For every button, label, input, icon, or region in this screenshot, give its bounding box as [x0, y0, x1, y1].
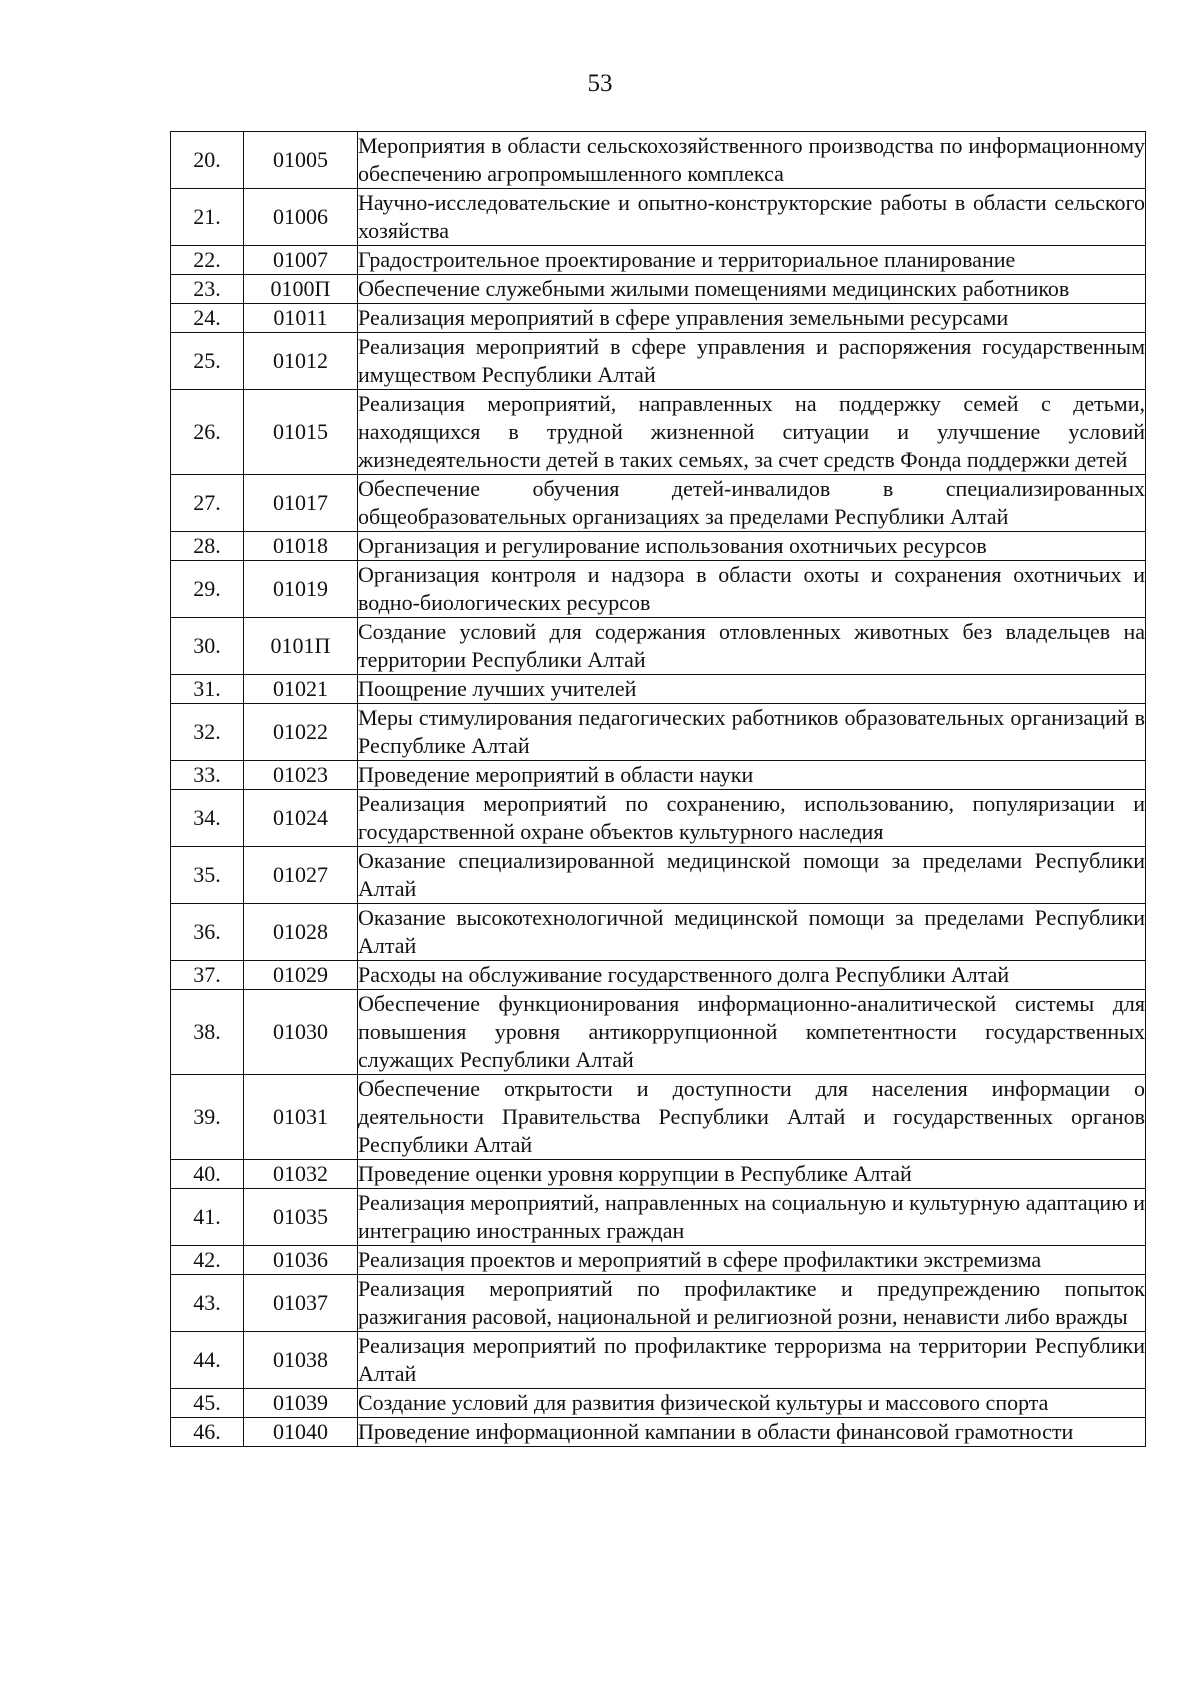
expenditure-table — [170, 131, 1146, 1447]
table-row — [171, 246, 1146, 275]
code-cell: 01027 — [244, 847, 358, 904]
description-cell: Реализация мероприятий по сохранению, использованию, популяризации и государственной охране объектов культурного наследия — [358, 790, 1146, 847]
code-cell: 01030 — [244, 990, 358, 1075]
code-cell: 01039 — [244, 1389, 358, 1418]
row-number-cell: 36. — [171, 904, 244, 961]
code-cell: 01006 — [244, 189, 358, 246]
table-row — [171, 1189, 1146, 1246]
description-cell: Реализация мероприятий, направленных на поддержку семей с детьми, находящихся в трудной жизненной ситуации и улучшение условий жизнедеятельности детей в таких семьях, за счет средств Фонда поддержки детей — [358, 390, 1146, 475]
code-cell: 01021 — [244, 675, 358, 704]
description-cell: Проведение оценки уровня коррупции в Республике Алтай — [358, 1160, 1146, 1189]
code-cell: 01017 — [244, 475, 358, 532]
table-row — [171, 1075, 1146, 1160]
row-number-cell: 45. — [171, 1389, 244, 1418]
description-cell: Обеспечение обучения детей-инвалидов в специализированных общеобразовательных организациях за пределами Республики Алтай — [358, 475, 1146, 532]
row-number-cell: 22. — [171, 246, 244, 275]
row-number-cell: 31. — [171, 675, 244, 704]
row-number-cell: 26. — [171, 390, 244, 475]
code-cell: 01037 — [244, 1275, 358, 1332]
code-cell: 01018 — [244, 532, 358, 561]
table-row — [171, 961, 1146, 990]
description-cell: Проведение мероприятий в области науки — [358, 761, 1146, 790]
row-number-cell: 41. — [171, 1189, 244, 1246]
row-number-cell: 34. — [171, 790, 244, 847]
row-number-cell: 27. — [171, 475, 244, 532]
row-number-cell: 39. — [171, 1075, 244, 1160]
code-cell: 01012 — [244, 333, 358, 390]
table-row — [171, 990, 1146, 1075]
row-number-cell: 30. — [171, 618, 244, 675]
description-cell: Оказание высокотехнологичной медицинской помощи за пределами Республики Алтай — [358, 904, 1146, 961]
description-cell: Обеспечение открытости и доступности для населения информации о деятельности Правительства Республики Алтай и государственных органов Республики Алтай — [358, 1075, 1146, 1160]
code-cell: 01011 — [244, 304, 358, 333]
code-cell: 01023 — [244, 761, 358, 790]
table-row — [171, 904, 1146, 961]
table-row — [171, 189, 1146, 246]
code-cell: 01028 — [244, 904, 358, 961]
description-cell: Расходы на обслуживание государственного долга Республики Алтай — [358, 961, 1146, 990]
description-cell: Создание условий для развития физической культуры и массового спорта — [358, 1389, 1146, 1418]
description-cell: Реализация мероприятий в сфере управления и распоряжения государственным имуществом Республики Алтай — [358, 333, 1146, 390]
row-number-cell: 42. — [171, 1246, 244, 1275]
description-cell: Обеспечение служебными жилыми помещениями медицинских работников — [358, 275, 1146, 304]
table-row — [171, 847, 1146, 904]
table-row — [171, 1275, 1146, 1332]
table-row — [171, 333, 1146, 390]
row-number-cell: 28. — [171, 532, 244, 561]
table-row — [171, 1389, 1146, 1418]
row-number-cell: 32. — [171, 704, 244, 761]
code-cell: 01036 — [244, 1246, 358, 1275]
code-cell: 01022 — [244, 704, 358, 761]
description-cell: Реализация мероприятий, направленных на социальную и культурную адаптацию и интеграцию иностранных граждан — [358, 1189, 1146, 1246]
code-cell: 01007 — [244, 246, 358, 275]
description-cell: Создание условий для содержания отловленных животных без владельцев на территории Республики Алтай — [358, 618, 1146, 675]
row-number-cell: 20. — [171, 132, 244, 189]
code-cell: 01032 — [244, 1160, 358, 1189]
code-cell: 01029 — [244, 961, 358, 990]
description-cell: Реализация мероприятий по профилактике и предупреждению попыток разжигания расовой, национальной и религиозной розни, ненависти либо вражды — [358, 1275, 1146, 1332]
description-cell: Проведение информационной кампании в области финансовой грамотности — [358, 1418, 1146, 1447]
code-cell: 01019 — [244, 561, 358, 618]
table-row — [171, 275, 1146, 304]
table-row — [171, 1332, 1146, 1389]
table-row — [171, 790, 1146, 847]
row-number-cell: 24. — [171, 304, 244, 333]
description-cell: Реализация проектов и мероприятий в сфере профилактики экстремизма — [358, 1246, 1146, 1275]
table-row — [171, 390, 1146, 475]
code-cell: 01035 — [244, 1189, 358, 1246]
description-cell: Научно-исследовательские и опытно-конструкторские работы в области сельского хозяйства — [358, 189, 1146, 246]
row-number-cell: 40. — [171, 1160, 244, 1189]
description-cell: Градостроительное проектирование и территориальное планирование — [358, 246, 1146, 275]
table-row — [171, 132, 1146, 189]
description-cell: Организация контроля и надзора в области охоты и сохранения охотничьих и водно-биологических ресурсов — [358, 561, 1146, 618]
code-cell: 0101П — [244, 618, 358, 675]
table-row — [171, 304, 1146, 333]
row-number-cell: 44. — [171, 1332, 244, 1389]
description-cell: Оказание специализированной медицинской помощи за пределами Республики Алтай — [358, 847, 1146, 904]
description-cell: Мероприятия в области сельскохозяйственного производства по информационному обеспечению агропромышленного комплекса — [358, 132, 1146, 189]
code-cell: 01031 — [244, 1075, 358, 1160]
table-row — [171, 1246, 1146, 1275]
row-number-cell: 37. — [171, 961, 244, 990]
code-cell: 0100П — [244, 275, 358, 304]
table-row — [171, 704, 1146, 761]
description-cell: Обеспечение функционирования информационно-аналитической системы для повышения уровня антикоррупционной компетентности государственных служащих Республики Алтай — [358, 990, 1146, 1075]
table-row — [171, 1418, 1146, 1447]
code-cell: 01038 — [244, 1332, 358, 1389]
row-number-cell: 38. — [171, 990, 244, 1075]
row-number-cell: 35. — [171, 847, 244, 904]
description-cell: Меры стимулирования педагогических работников образовательных организаций в Республике Алтай — [358, 704, 1146, 761]
row-number-cell: 46. — [171, 1418, 244, 1447]
table-row — [171, 532, 1146, 561]
table-row — [171, 761, 1146, 790]
page-number: 53 — [587, 70, 613, 97]
description-cell: Поощрение лучших учителей — [358, 675, 1146, 704]
description-cell: Реализация мероприятий в сфере управления земельными ресурсами — [358, 304, 1146, 333]
row-number-cell: 25. — [171, 333, 244, 390]
table-row — [171, 618, 1146, 675]
table-row — [171, 1160, 1146, 1189]
row-number-cell: 43. — [171, 1275, 244, 1332]
code-cell: 01005 — [244, 132, 358, 189]
row-number-cell: 29. — [171, 561, 244, 618]
code-cell: 01040 — [244, 1418, 358, 1447]
description-cell: Организация и регулирование использования охотничьих ресурсов — [358, 532, 1146, 561]
code-cell: 01015 — [244, 390, 358, 475]
row-number-cell: 23. — [171, 275, 244, 304]
row-number-cell: 33. — [171, 761, 244, 790]
table-row — [171, 475, 1146, 532]
table-row — [171, 561, 1146, 618]
description-cell: Реализация мероприятий по профилактике терроризма на территории Республики Алтай — [358, 1332, 1146, 1389]
table-row — [171, 675, 1146, 704]
code-cell: 01024 — [244, 790, 358, 847]
table-body — [171, 132, 1146, 1447]
row-number-cell: 21. — [171, 189, 244, 246]
